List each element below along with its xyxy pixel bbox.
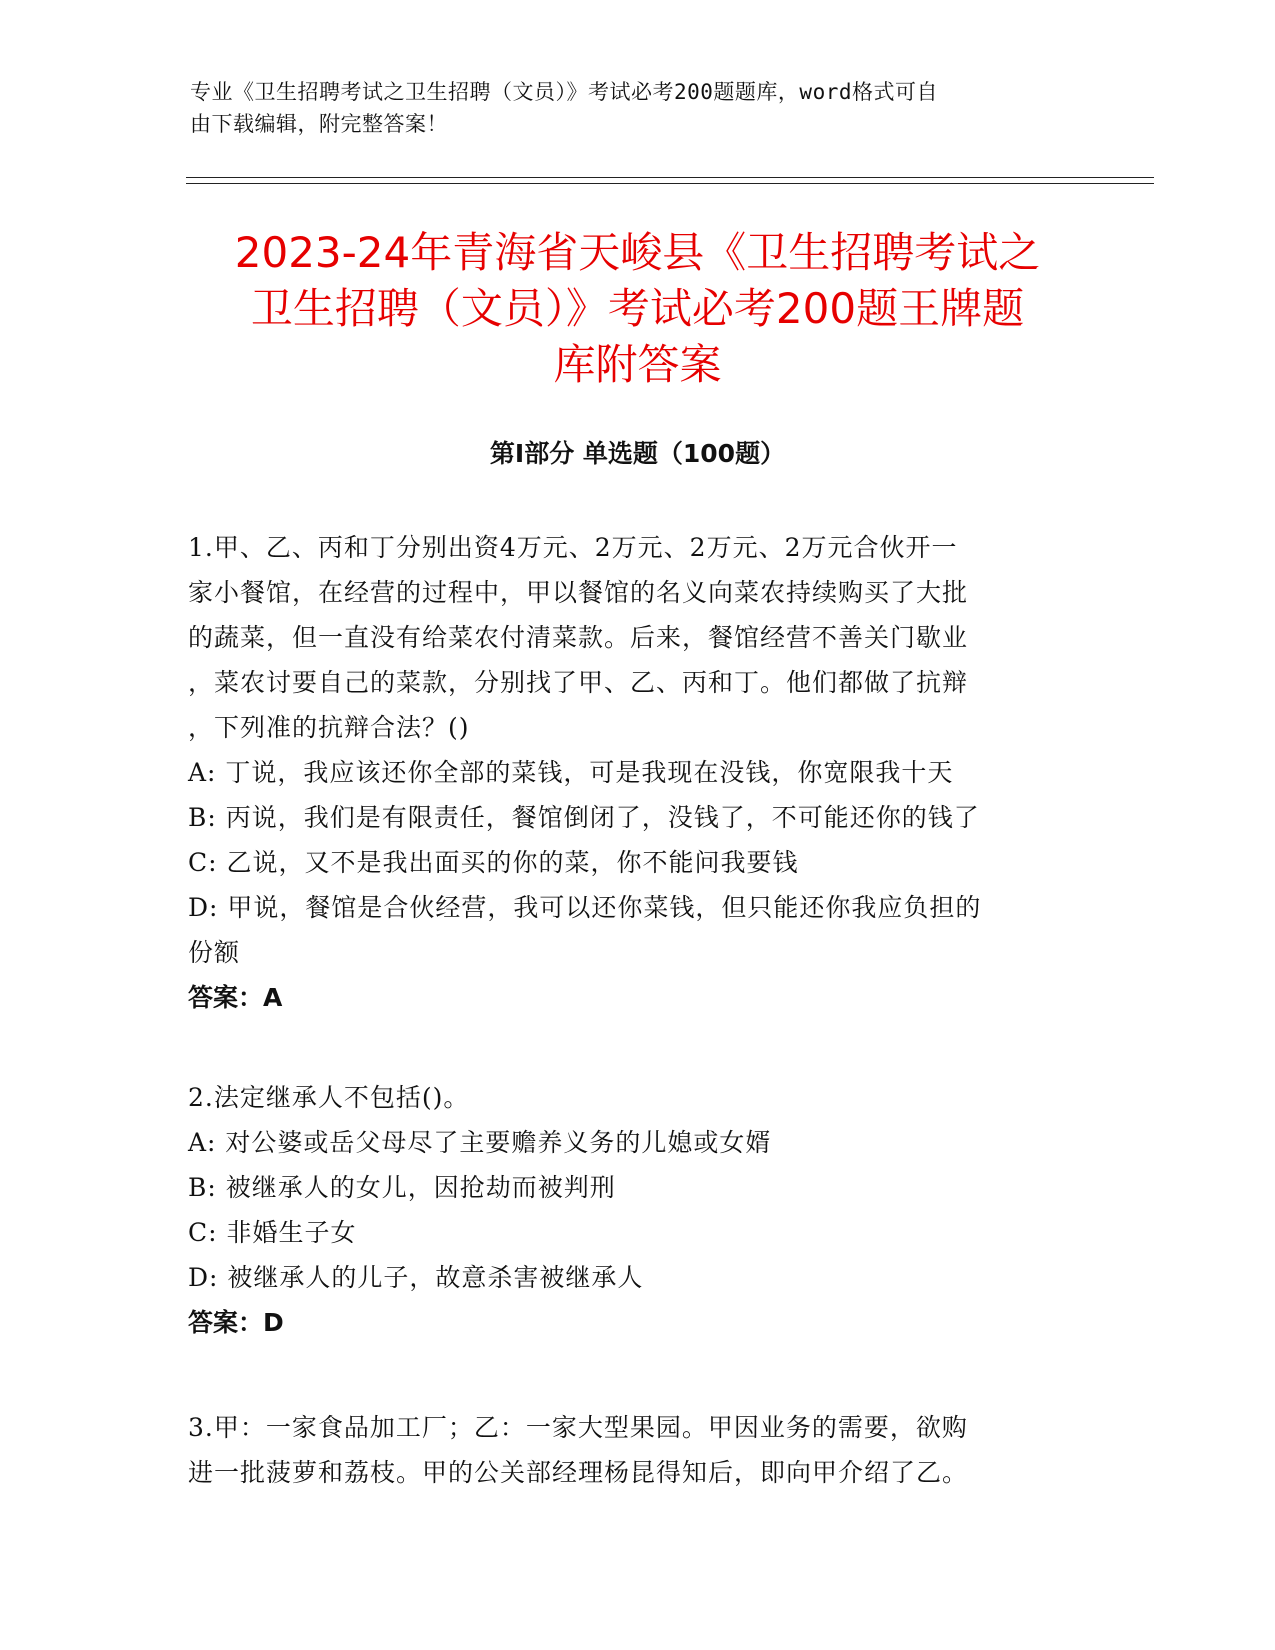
header-divider-bottom [186, 183, 1154, 184]
question-2 [188, 1075, 1088, 1345]
option-b: B: 丙说，我们是有限责任，餐馆倒闭了，没钱了，不可能还你的钱了 [188, 803, 980, 832]
answer-label: 答案：D [188, 1308, 284, 1337]
option-a: A: 对公婆或岳父母尽了主要赡养义务的儿媳或女婿 [188, 1128, 772, 1157]
question-3 [188, 1405, 1088, 1495]
header-note-line-2: 由下载编辑，附完整答案！ [190, 112, 448, 136]
document-header-note [190, 76, 1070, 140]
option-c: C: 乙说，又不是我出面买的你的菜，你不能问我要钱 [188, 848, 799, 877]
answer-label: 答案：A [188, 983, 283, 1012]
title-line-1: 2023-24年青海省天峻县《卫生招聘考试之 [234, 228, 1041, 277]
question-stem-line: 2.法定继承人不包括()。 [188, 1083, 470, 1112]
option-d: D: 被继承人的儿子，故意杀害被继承人 [188, 1263, 644, 1292]
question-stem-line: 进一批菠萝和荔枝。甲的公关部经理杨昆得知后，即向甲介绍了乙。 [188, 1458, 969, 1487]
option-d-continued: 份额 [188, 938, 241, 967]
question-stem-line: 1.甲、乙、丙和丁分别出资4万元、2万元、2万元、2万元合伙开一 [188, 533, 958, 562]
question-stem-line: 家小餐馆，在经营的过程中，甲以餐馆的名义向菜农持续购买了大批 [188, 578, 969, 607]
title-line-3: 库附答案 [553, 340, 722, 389]
option-a: A: 丁说，我应该还你全部的菜钱，可是我现在没钱，你宽限我十天 [188, 758, 954, 787]
header-divider-top [186, 177, 1154, 178]
question-stem-line: ，菜农讨要自己的菜款，分别找了甲、乙、丙和丁。他们都做了抗辩 [188, 668, 969, 697]
document-title [170, 225, 1105, 393]
question-stem-line: 的蔬菜，但一直没有给菜农付清菜款。后来，餐馆经营不善关门歇业 [188, 623, 969, 652]
question-stem-line: 3.甲：一家食品加工厂；乙：一家大型果园。甲因业务的需要，欲购 [188, 1413, 968, 1442]
header-note-line-1: 专业《卫生招聘考试之卫生招聘（文员）》考试必考200题题库，word格式可自 [190, 80, 938, 104]
title-line-2: 卫生招聘（文员）》考试必考200题王牌题 [250, 284, 1025, 333]
question-stem-line: ，下列准的抗辩合法？() [188, 713, 470, 742]
option-c: C: 非婚生子女 [188, 1218, 357, 1247]
question-1 [188, 525, 1088, 1020]
section-title: 第I部分 单选题（100题） [489, 439, 786, 468]
option-d: D: 甲说，餐馆是合伙经营，我可以还你菜钱，但只能还你我应负担的 [188, 893, 982, 922]
option-b: B: 被继承人的女儿，因抢劫而被判刑 [188, 1173, 616, 1202]
